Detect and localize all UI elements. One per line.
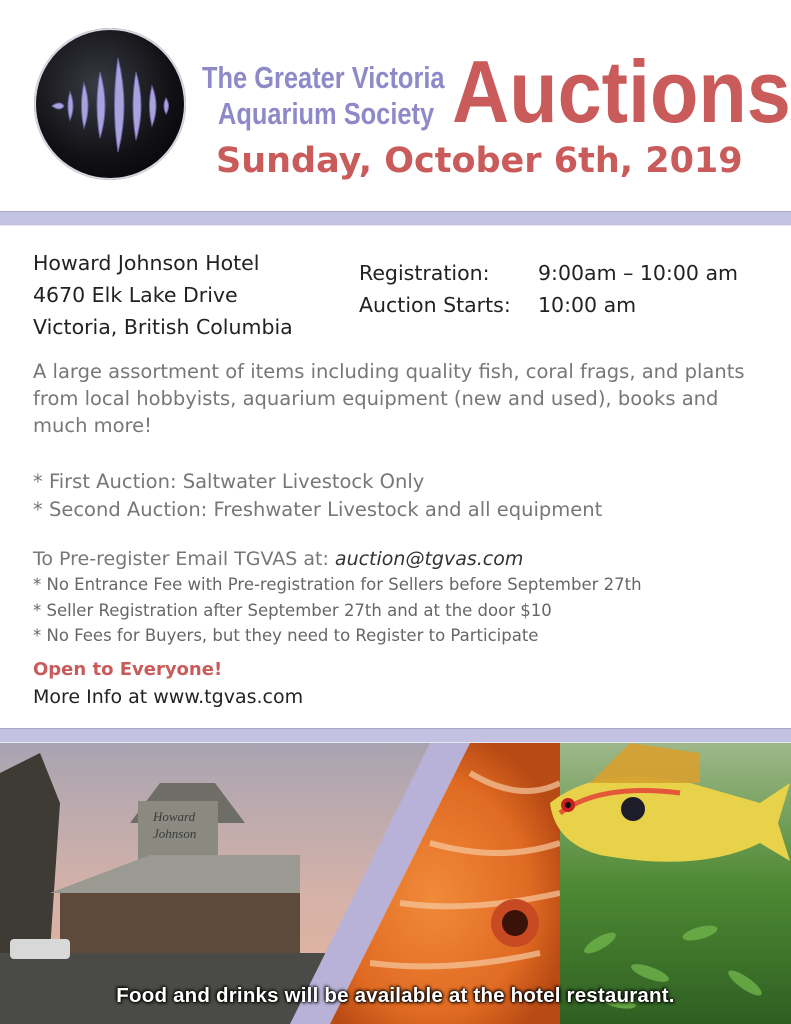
parked-car (10, 939, 70, 959)
org-name-line2: Aquarium Society (218, 96, 435, 131)
fee-notes (33, 572, 642, 649)
preregister-text: To Pre-register Email TGVAS at: (33, 548, 335, 570)
venue-city: Victoria, British Columbia (33, 315, 293, 339)
auction-notes (33, 468, 602, 524)
society-logo (34, 28, 186, 180)
event-date: Sunday, October 6th, 2019 (216, 141, 743, 181)
schedule-value: 9:00am – 10:00 am (538, 261, 738, 285)
fee-note: * Seller Registration after September 27th and at the door $10 (33, 600, 552, 620)
schedule-row-auction-start (359, 289, 738, 321)
hotel-sign-text: Johnson (153, 826, 197, 841)
preregister-email-link[interactable]: auction@tgvas.com (334, 548, 524, 570)
more-info-link[interactable]: More Info at www.tgvas.com (33, 686, 304, 708)
hotel-building (60, 893, 300, 953)
venue-address (33, 247, 293, 343)
schedule-label: Auction Starts: (359, 293, 511, 317)
fish-skeleton-logo-icon (34, 28, 186, 180)
schedule-value: 10:00 am (538, 293, 637, 317)
divider-bar-bottom (0, 728, 791, 743)
hotel-sign-text: Howard (153, 809, 196, 824)
discus-eye (502, 910, 528, 936)
schedule-label: Registration: (359, 261, 490, 285)
venue-street: 4670 Elk Lake Drive (33, 283, 238, 307)
fee-note: * No Fees for Buyers, but they need to Register to Participate (33, 626, 539, 645)
divider-bar-top (0, 211, 791, 226)
fee-note: * No Entrance Fee with Pre-registration for Sellers before September 27th (33, 575, 642, 594)
photo-collage (0, 743, 791, 1024)
org-name-line1: The Greater Victoria (202, 60, 445, 95)
open-to-everyone: Open to Everyone! (33, 659, 223, 680)
photo-collage-graphic (0, 743, 791, 1024)
preregister-line (33, 546, 523, 572)
event-description: A large assortment of items including quality fish, coral frags, and plants from local hobbyists, aquarium equipment (new and used), books and much more! (33, 360, 745, 437)
schedule (359, 257, 738, 321)
venue-name: Howard Johnson Hotel (33, 251, 260, 275)
page-title: Auctions (452, 42, 791, 141)
auction-note: * Second Auction: Freshwater Livestock and all equipment (33, 498, 603, 521)
footer-note: Food and drinks will be available at the hotel restaurant. (116, 984, 675, 1007)
schedule-row-registration (359, 257, 738, 289)
auction-note: * First Auction: Saltwater Livestock Only (33, 470, 425, 493)
